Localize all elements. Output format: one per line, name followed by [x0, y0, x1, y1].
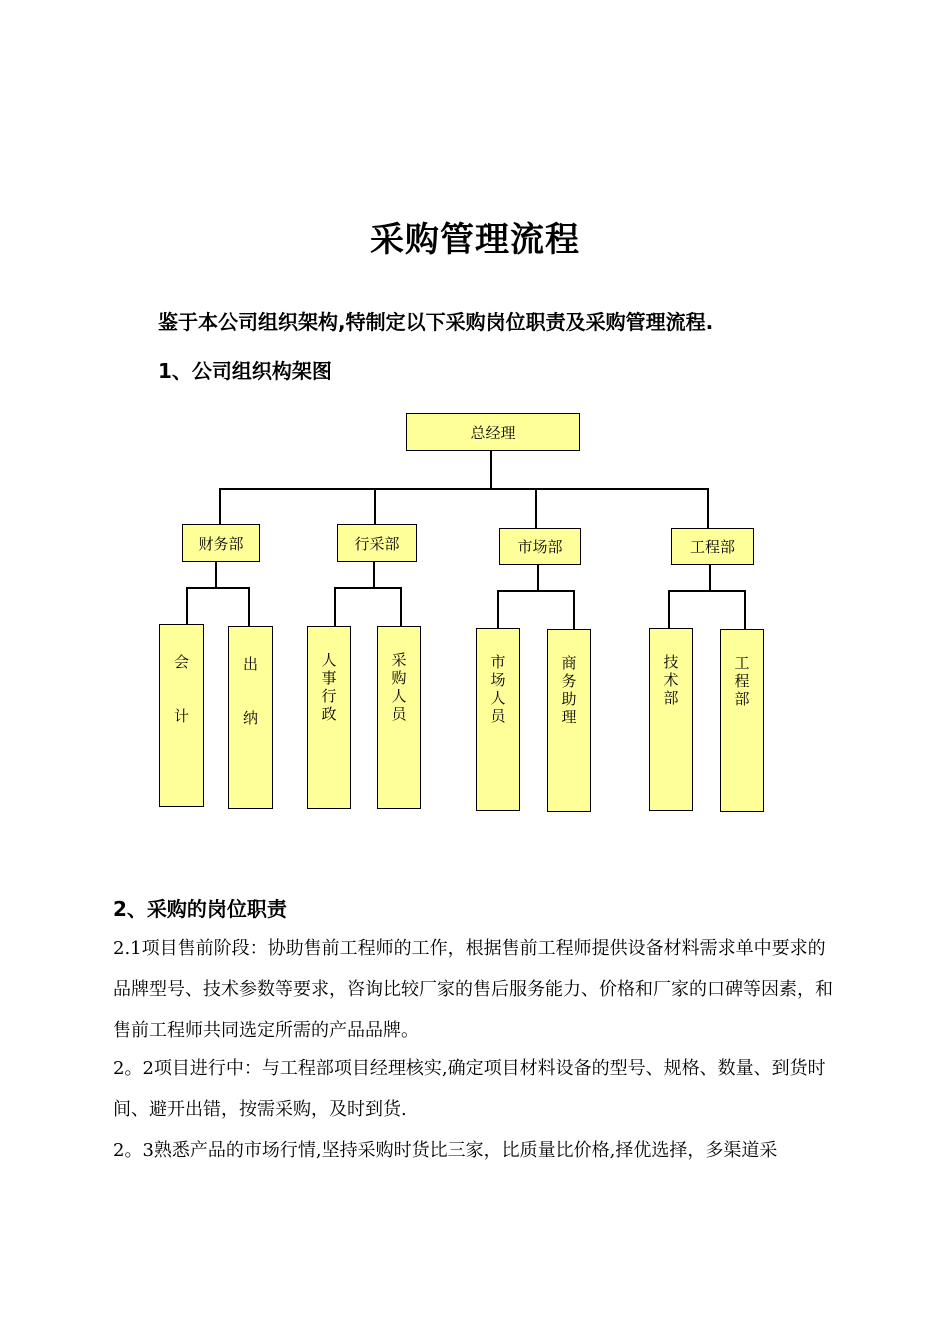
org-node-department	[671, 528, 754, 565]
org-node-label: 技术部	[663, 653, 679, 707]
connector	[744, 590, 746, 629]
connector	[215, 562, 217, 588]
org-node-department	[499, 528, 581, 565]
connector	[709, 565, 711, 591]
connector	[497, 590, 499, 628]
org-node-label: 采购人员	[391, 651, 407, 723]
paragraph: 2。2项目进行中：与工程部项目经理核实,确定项目材料设备的型号、规格、数量、到货时间、避开出错，按需采购，及时到货.	[113, 1058, 826, 1120]
connector	[573, 590, 575, 629]
org-node-label: 总经理	[470, 423, 516, 442]
org-node-label: 市场部	[517, 538, 563, 556]
connector	[334, 587, 336, 626]
org-node-role	[720, 629, 764, 812]
org-node-department	[182, 524, 260, 562]
connector	[219, 488, 708, 490]
org-node-role	[228, 626, 273, 809]
connector	[535, 488, 537, 528]
org-node-label: 市场人员	[490, 653, 506, 725]
connector	[219, 488, 221, 524]
org-node-role	[377, 626, 421, 809]
connector	[400, 587, 402, 626]
paragraph: 2。3熟悉产品的市场行情,坚持采购时货比三家，比质量比价格,择优选择，多渠道采	[113, 1140, 778, 1161]
org-node-role	[547, 629, 591, 812]
section1-heading: 1、公司组织构架图	[158, 359, 332, 383]
org-node-root	[406, 413, 580, 451]
connector	[248, 587, 250, 626]
org-node-label: 会计	[173, 653, 189, 725]
connector	[373, 562, 375, 588]
connector	[186, 587, 250, 589]
intro-text: 鉴于本公司组织架构,特制定以下采购岗位职责及采购管理流程.	[158, 310, 714, 334]
org-node-label: 行采部	[354, 534, 400, 553]
connector	[668, 590, 746, 592]
connector	[668, 590, 670, 628]
section2-heading: 2、采购的岗位职责	[113, 897, 287, 921]
org-node-label: 人事行政	[321, 651, 337, 723]
org-node-role	[159, 624, 204, 807]
org-node-label: 财务部	[198, 534, 244, 553]
org-node-label: 商务助理	[561, 654, 577, 726]
connector	[186, 587, 188, 624]
org-node-department	[337, 524, 417, 562]
connector	[334, 587, 402, 589]
paragraph: 2.1项目售前阶段：协助售前工程师的工作，根据售前工程师提供设备材料需求单中要求的品牌型号、技术参数等要求，咨询比较厂家的售后服务能力、价格和厂家的口碑等因素，和售前工程师共同选定所需的产品品牌。	[113, 938, 833, 1041]
connector	[374, 488, 376, 524]
connector	[537, 565, 539, 591]
page-title: 采购管理流程	[370, 220, 580, 260]
org-node-role	[476, 628, 520, 811]
connector	[707, 488, 709, 528]
org-node-label: 工程部	[734, 654, 750, 708]
connector	[497, 590, 575, 592]
org-node-label: 工程部	[689, 538, 735, 556]
org-node-role	[649, 628, 693, 811]
org-node-role	[307, 626, 351, 809]
connector	[490, 450, 492, 489]
org-node-label: 出纳	[242, 655, 258, 727]
